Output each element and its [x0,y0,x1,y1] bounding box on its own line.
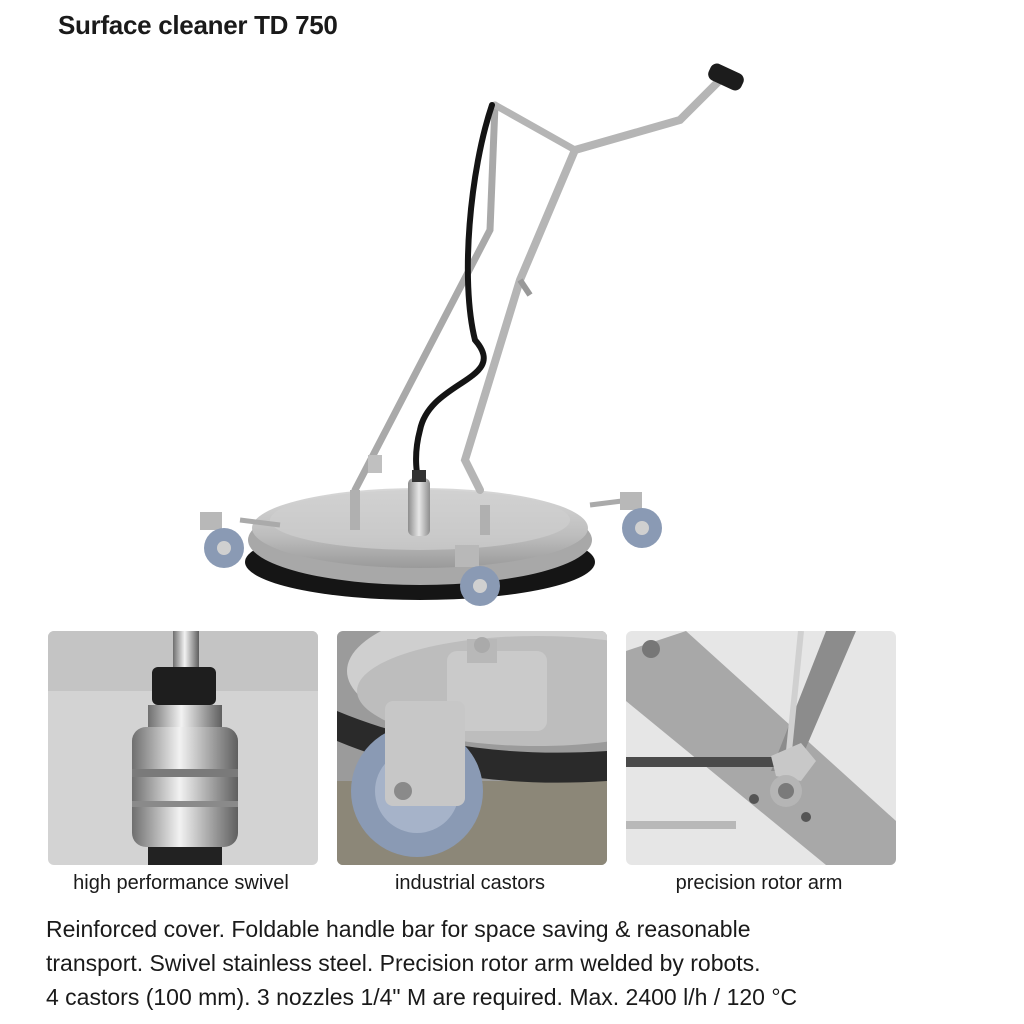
page-title: Surface cleaner TD 750 [58,10,338,40]
rotor-arm-caption: precision rotor arm [675,872,843,894]
swivel-caption: high performance swivel [73,872,289,894]
description-line: 4 castors (100 mm). 3 nozzles 1/4" M are required. Max. 2400 l/h / 120 °C [46,984,798,1010]
castors-caption: industrial castors [394,872,546,894]
swivel-image [48,631,318,865]
description-line: Reinforced cover. Foldable handle bar for space saving & reasonable [46,916,751,942]
surface-cleaner-product-image [180,50,780,620]
description-line: transport. Swivel stainless steel. Precision rotor arm welded by robots. [46,950,761,976]
castor-image [337,631,607,865]
rotor-arm-image [626,631,896,865]
product-description [46,912,1006,1014]
